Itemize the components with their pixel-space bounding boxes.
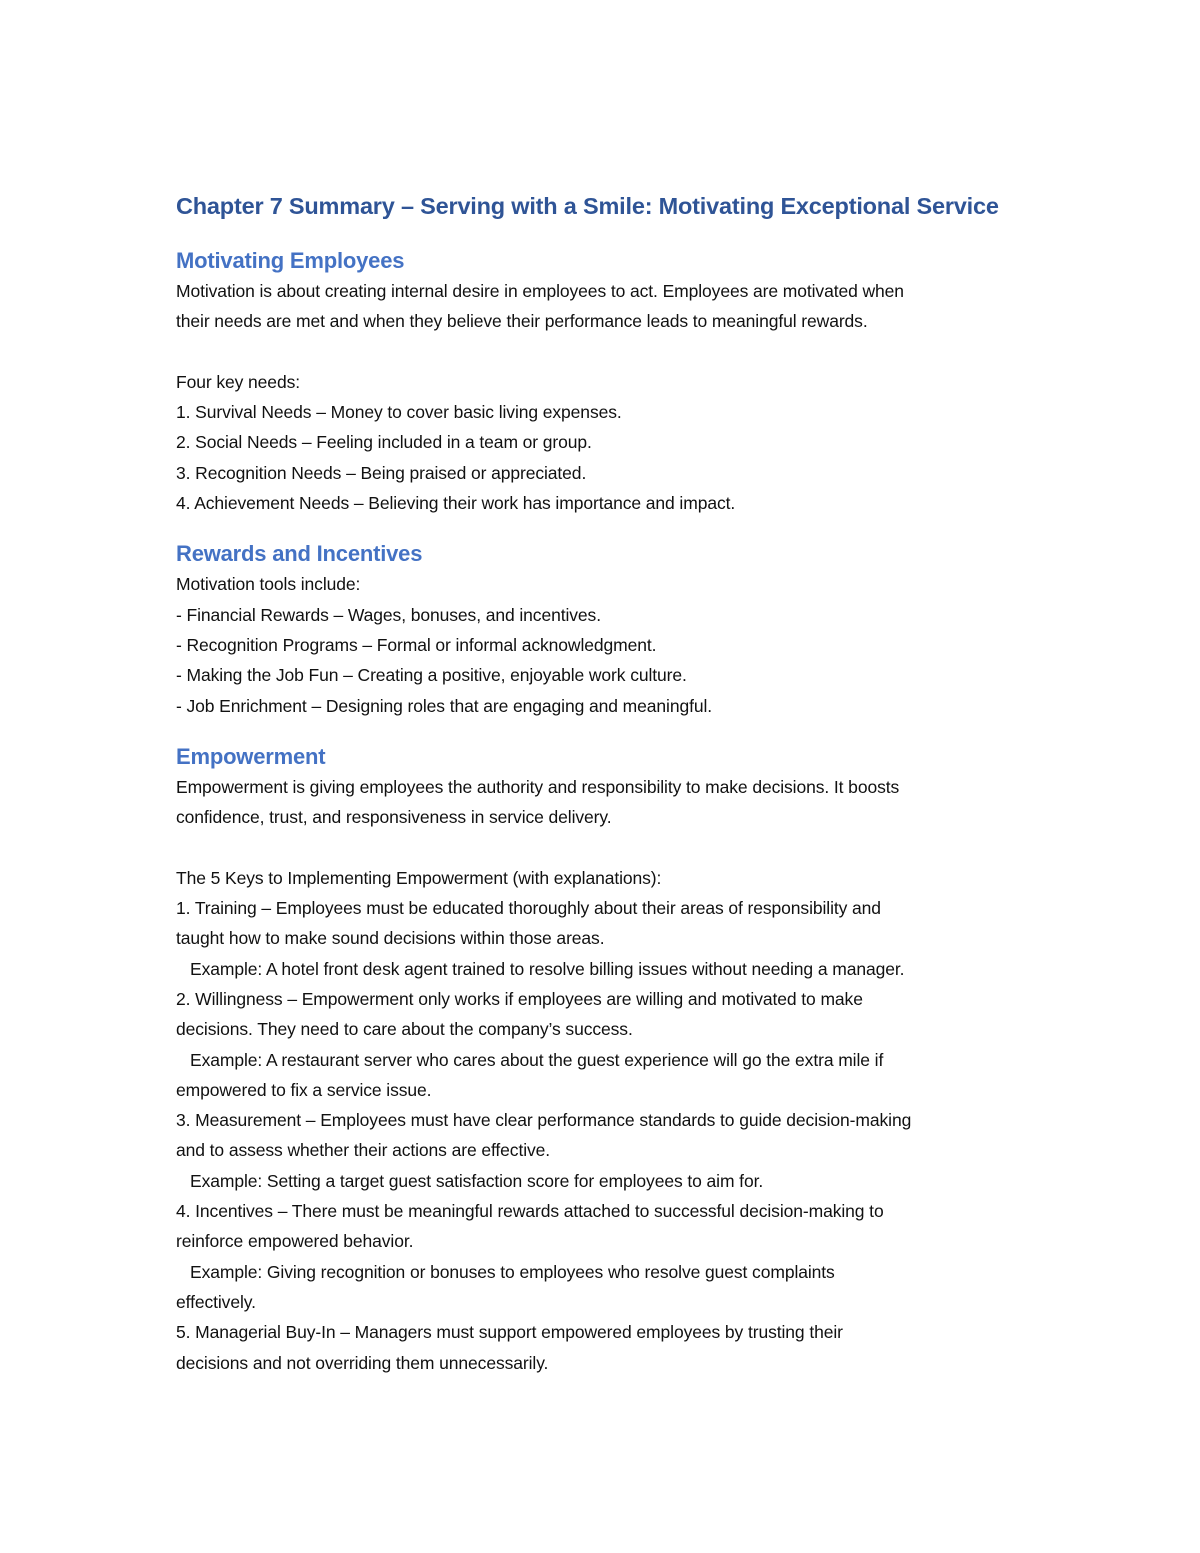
list-intro: Motivation tools include: (176, 574, 361, 595)
list-intro: The 5 Keys to Implementing Empowerment (with explanations): (176, 867, 662, 888)
document-title: Chapter 7 Summary – Serving with a Smile: Motivating Exceptional Service (176, 193, 999, 219)
list-item: - Making the Job Fun – Creating a positive, enjoyable work culture. (176, 665, 687, 686)
list-item: 3. Recognition Needs – Being praised or appreciated. (176, 462, 587, 483)
blank-line (176, 832, 1046, 862)
example-line: Example: Giving recognition or bonuses to employees who resolve guest complaints (190, 1261, 835, 1282)
example-line: Example: Setting a target guest satisfaction score for employees to aim for. (190, 1170, 764, 1191)
list-item-continuation: decisions. They need to care about the company’s success. (176, 1019, 633, 1040)
section-heading-rewards-and-incentives: Rewards and Incentives (176, 541, 423, 567)
list-item: 4. Achievement Needs – Believing their work has importance and impact. (176, 493, 736, 514)
list-item: 1. Survival Needs – Money to cover basic living expenses. (176, 402, 622, 423)
list-item: - Financial Rewards – Wages, bonuses, and incentives. (176, 604, 601, 625)
paragraph-line: their needs are met and when they believe their performance leads to meaningful rewards. (176, 311, 868, 332)
list-item-continuation: taught how to make sound decisions within those areas. (176, 928, 605, 949)
example-line: Example: A hotel front desk agent trained to resolve billing issues without needing a manager. (190, 958, 905, 979)
list-item-continuation: decisions and not overriding them unnecessarily. (176, 1352, 549, 1373)
list-item-continuation: reinforce empowered behavior. (176, 1231, 414, 1252)
example-line: Example: A restaurant server who cares about the guest experience will go the extra mile if (190, 1049, 884, 1070)
list-item: 5. Managerial Buy-In – Managers must support empowered employees by trusting their (176, 1322, 843, 1343)
list-item: 4. Incentives – There must be meaningful rewards attached to successful decision-making to (176, 1201, 884, 1222)
list-item: - Job Enrichment – Designing roles that are engaging and meaningful. (176, 695, 713, 716)
list-item: 1. Training – Employees must be educated thoroughly about their areas of responsibility and (176, 898, 881, 919)
document-page (176, 190, 1046, 1378)
list-item-continuation: and to assess whether their actions are effective. (176, 1140, 551, 1161)
list-item: 2. Willingness – Empowerment only works if employees are willing and motivated to make (176, 988, 863, 1009)
blank-line (176, 337, 1046, 367)
example-continuation: empowered to fix a service issue. (176, 1079, 432, 1100)
list-intro: Four key needs: (176, 371, 300, 392)
paragraph-line: Empowerment is giving employees the authority and responsibility to make decisions. It boosts (176, 776, 900, 797)
list-item: - Recognition Programs – Formal or informal acknowledgment. (176, 634, 657, 655)
paragraph-line: Motivation is about creating internal desire in employees to act. Employees are motivated when (176, 281, 904, 301)
paragraph-line: confidence, trust, and responsiveness in service delivery. (176, 807, 612, 828)
section-heading-empowerment: Empowerment (176, 743, 326, 769)
section-heading-motivating-employees: Motivating Employees (176, 248, 405, 273)
list-item: 2. Social Needs – Feeling included in a team or group. (176, 432, 592, 453)
example-continuation: effectively. (176, 1291, 256, 1312)
list-item: 3. Measurement – Employees must have clear performance standards to guide decision-making (176, 1110, 912, 1131)
